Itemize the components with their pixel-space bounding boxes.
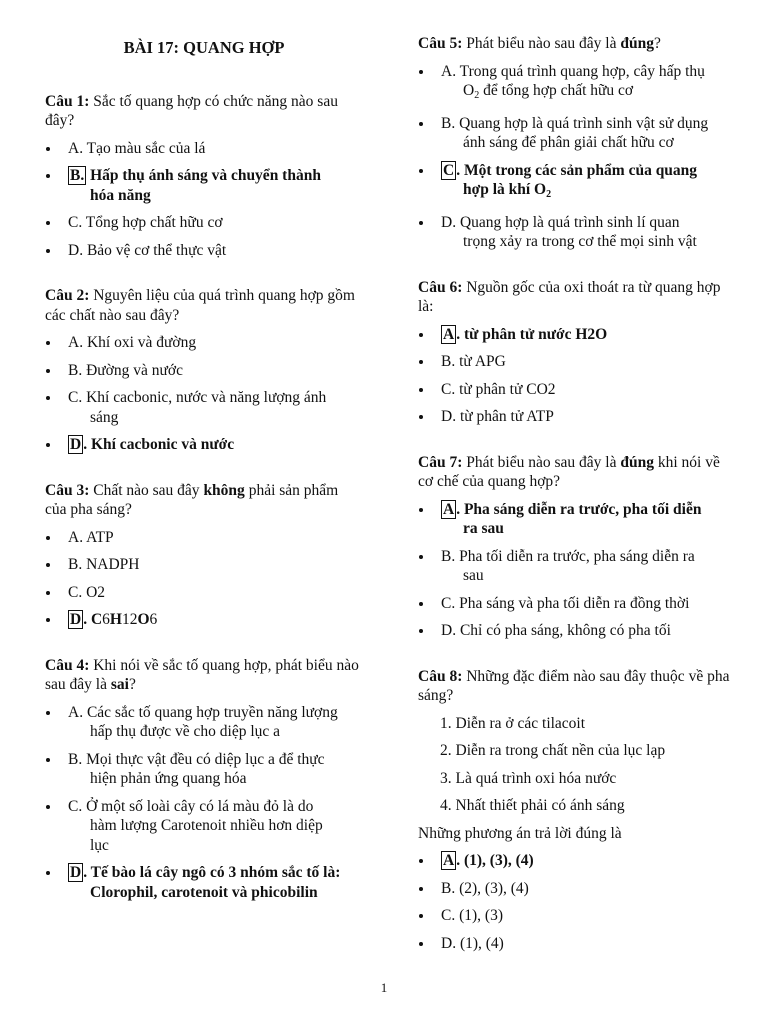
option-d-line1: D. Quang hợp là quá trình sinh lí quan	[441, 213, 680, 231]
answer-box: C	[443, 161, 455, 179]
option-a-text: . từ phân tử nước H2O	[456, 325, 608, 343]
option-a-line2	[441, 81, 736, 106]
statement-item: 1. Diễn ra ở các tilacoit	[440, 714, 586, 732]
answer-box: A	[443, 500, 455, 518]
question-8-options	[418, 851, 736, 953]
option-a-line2-text: để tổng hợp chất hữu cơ	[479, 82, 634, 99]
option-b-text: B. (2), (3), (4)	[441, 879, 529, 897]
option-a-text: A. Tạo màu sắc của lá	[68, 139, 206, 157]
question-6-options	[418, 325, 736, 427]
question-3-text-end: phải sản phẩm của pha sáng?	[45, 481, 339, 518]
formula-o: O	[137, 611, 150, 628]
question-6	[418, 278, 736, 427]
question-8-tail: Những phương án trả lời đúng là	[418, 824, 622, 842]
option-b-text: B. NADPH	[68, 556, 140, 573]
option-c	[45, 213, 363, 233]
option-a-text: . (1), (3), (4)	[456, 852, 534, 869]
option-d-correct	[45, 610, 363, 630]
option-d	[45, 241, 363, 261]
option-b	[45, 555, 363, 575]
question-7-number: Câu 7:	[418, 453, 463, 471]
question-3-prompt	[45, 481, 363, 520]
option-d-text: D. Bảo vệ cơ thể thực vật	[68, 241, 227, 259]
option-d-line2: trọng xảy ra trong cơ thể mọi sinh vật	[463, 233, 697, 250]
option-c	[45, 583, 363, 603]
option-a-correct	[418, 851, 736, 871]
option-d-dot: .	[83, 611, 91, 628]
question-5-prompt	[418, 34, 736, 54]
option-b-text: Hấp thụ ánh sáng và chuyển thành	[86, 167, 321, 184]
option-a	[418, 62, 736, 106]
option-d	[418, 213, 736, 252]
option-c	[45, 388, 363, 427]
answer-box: A	[443, 852, 455, 869]
question-1-prompt	[45, 92, 363, 131]
option-d-text: D. Chỉ có pha sáng, không có pha tối	[441, 622, 671, 639]
formula-6: 6	[102, 611, 110, 628]
question-3-keyword: không	[203, 481, 245, 499]
left-column	[45, 34, 363, 928]
question-2-number: Câu 2:	[45, 287, 90, 304]
question-8-statements	[418, 714, 736, 816]
page-title: BÀI 17: QUANG HỢP	[123, 38, 285, 57]
option-c-text: C. O2	[68, 583, 106, 601]
option-a-line1: A. Các sắc tố quang hợp truyền năng lượng	[68, 703, 338, 721]
oxygen-symbol: O	[463, 82, 475, 99]
question-7-keyword: đúng	[620, 453, 654, 471]
question-4-options	[45, 703, 363, 903]
option-c-line1: C. Khí cacbonic, nước và năng lượng ánh	[68, 389, 327, 406]
option-c-line2	[441, 180, 736, 205]
question-4-number: Câu 4:	[45, 656, 90, 674]
question-7-text: Phát biểu nào sau đây là	[462, 453, 621, 471]
option-c-line2-text: hợp là khí O	[463, 181, 547, 198]
option-b	[45, 361, 363, 381]
formula-6b: 6	[149, 611, 158, 628]
question-4-text: Khi nói về sắc tố quang hợp, phát biểu nào sau đây là	[45, 656, 359, 693]
option-a-text: A. ATP	[68, 528, 114, 546]
question-2	[45, 286, 363, 455]
option-d-correct	[45, 863, 363, 902]
option-b-correct	[45, 166, 363, 205]
option-b	[45, 750, 363, 789]
option-b-line1: B. Mọi thực vật đều có diệp lục a để thực	[68, 750, 325, 768]
option-b-text: B. Đường và nước	[68, 361, 183, 379]
page-number: 1	[380, 980, 388, 995]
option-d-line2: Clorophil, carotenoit và phicobilin	[90, 883, 318, 901]
question-5	[418, 34, 736, 252]
option-c-line2: sáng	[90, 408, 119, 426]
question-8	[418, 667, 736, 954]
question-4-keyword: sai	[110, 676, 129, 693]
question-3	[45, 481, 363, 630]
answer-box: D	[70, 611, 82, 628]
question-7-prompt	[418, 453, 736, 492]
option-b	[418, 547, 736, 586]
option-c	[418, 594, 736, 614]
question-5-text: Phát biểu nào sau đây là	[462, 35, 621, 52]
option-d	[418, 407, 736, 427]
option-c	[418, 380, 736, 400]
question-7-options	[418, 500, 736, 641]
option-d	[418, 621, 736, 641]
statement-item: 3. Là quá trình oxi hóa nước	[440, 769, 617, 787]
option-b	[418, 352, 736, 372]
answer-box: D	[70, 436, 82, 453]
option-b	[418, 879, 736, 899]
option-c-line1	[441, 161, 736, 181]
question-3-number: Câu 3:	[45, 481, 90, 499]
question-5-text-end: ?	[653, 35, 661, 52]
option-c-line3: lục	[90, 836, 109, 854]
option-b-line1: B. Pha tối diễn ra trước, pha sáng diễn ra	[441, 547, 695, 565]
option-a-correct	[418, 325, 736, 345]
option-a-line2: hấp thụ được về cho diệp lục a	[90, 723, 281, 740]
option-b-line2: ánh sáng để phân giải chất hữu cơ	[463, 134, 674, 151]
subscript: 2	[546, 189, 552, 200]
option-d-line1	[68, 863, 363, 883]
option-b-text: B. từ APG	[441, 353, 506, 370]
question-8-number: Câu 8:	[418, 667, 463, 685]
option-a-line1: A. Trong quá trình quang hợp, cây hấp thụ	[441, 62, 705, 80]
option-a-text: A. Khí oxi và đường	[68, 334, 197, 351]
option-a-correct	[418, 500, 736, 539]
question-1	[45, 92, 363, 261]
question-2-text: Nguyên liệu của quá trình quang hợp gồm các chất nào sau đây?	[45, 287, 355, 324]
option-c-line2: hàm lượng Carotenoit nhiều hơn diệp	[90, 817, 323, 834]
formula-c: C	[90, 611, 103, 628]
right-column	[418, 34, 736, 979]
question-7	[418, 453, 736, 641]
option-d-correct	[45, 435, 363, 455]
question-1-options	[45, 139, 363, 261]
answer-box: A	[443, 325, 455, 343]
question-4	[45, 656, 363, 903]
question-2-options	[45, 333, 363, 455]
option-b-line1: B. Quang hợp là quá trình sinh vật sử dụng	[441, 114, 709, 132]
option-c-correct	[418, 161, 736, 205]
question-8-text: Những đặc điểm nào sau đây thuộc về pha sáng?	[418, 667, 730, 704]
question-5-keyword: đúng	[620, 35, 654, 52]
question-1-text: Sắc tố quang hợp có chức năng nào sau đây?	[45, 92, 338, 129]
option-a	[45, 333, 363, 353]
option-a-line2: ra sau	[463, 520, 504, 537]
formula-12: 12	[121, 611, 138, 628]
statement-item: 4. Nhất thiết phải có ánh sáng	[440, 797, 625, 814]
subscript: 2	[474, 90, 480, 101]
option-a	[45, 139, 363, 159]
question-4-text-end: ?	[128, 676, 136, 693]
option-d-text: . Tế bào lá cây ngô có 3 nhóm sắc tố là:	[83, 864, 341, 881]
option-d-text: D. từ phân tử ATP	[441, 408, 554, 425]
option-d-text: D. (1), (4)	[441, 934, 504, 952]
option-a-text: . Pha sáng diễn ra trước, pha tối diễn	[456, 500, 702, 518]
option-b-line2: hóa năng	[90, 186, 151, 204]
question-2-prompt	[45, 286, 363, 325]
option-b-line2: hiện phản ứng quang hóa	[90, 770, 247, 787]
statement-item: 2. Diễn ra trong chất nền của lục lạp	[440, 742, 666, 759]
question-5-options	[418, 62, 736, 252]
option-c	[45, 797, 363, 856]
formula-h: H	[109, 611, 122, 628]
option-c	[418, 906, 736, 926]
question-8-prompt	[418, 667, 736, 706]
option-a	[45, 703, 363, 742]
option-c-text: C. (1), (3)	[441, 907, 503, 924]
option-b	[418, 114, 736, 153]
option-c-text: C. từ phân tử CO2	[441, 380, 556, 398]
question-3-text: Chất nào sau đây	[89, 481, 204, 499]
question-3-options	[45, 528, 363, 630]
option-d-text: . Khí cacbonic và nước	[83, 436, 235, 453]
option-a	[45, 528, 363, 548]
answer-box: B.	[70, 167, 85, 184]
option-d	[418, 934, 736, 954]
option-b-line1	[68, 166, 363, 186]
question-7-text-end: khi nói về cơ chế của quang hợp?	[418, 453, 720, 490]
question-6-prompt	[418, 278, 736, 317]
option-c-text: C. Tổng hợp chất hữu cơ	[68, 214, 223, 231]
question-1-number: Câu 1:	[45, 92, 90, 110]
question-5-number: Câu 5:	[418, 35, 463, 52]
option-c-text: C. Pha sáng và pha tối diễn ra đồng thời	[441, 594, 690, 612]
question-6-number: Câu 6:	[418, 278, 463, 296]
question-4-prompt	[45, 656, 363, 695]
option-c-text: . Một trong các sản phẩm của quang	[456, 161, 698, 179]
option-c-line1: C. Ở một số loài cây có lá màu đỏ là do	[68, 797, 314, 815]
option-a-line1	[441, 500, 736, 520]
option-b-line2: sau	[463, 567, 484, 584]
answer-box: D	[70, 864, 82, 881]
question-6-text: Nguồn gốc của oxi thoát ra từ quang hợp là:	[418, 278, 721, 315]
